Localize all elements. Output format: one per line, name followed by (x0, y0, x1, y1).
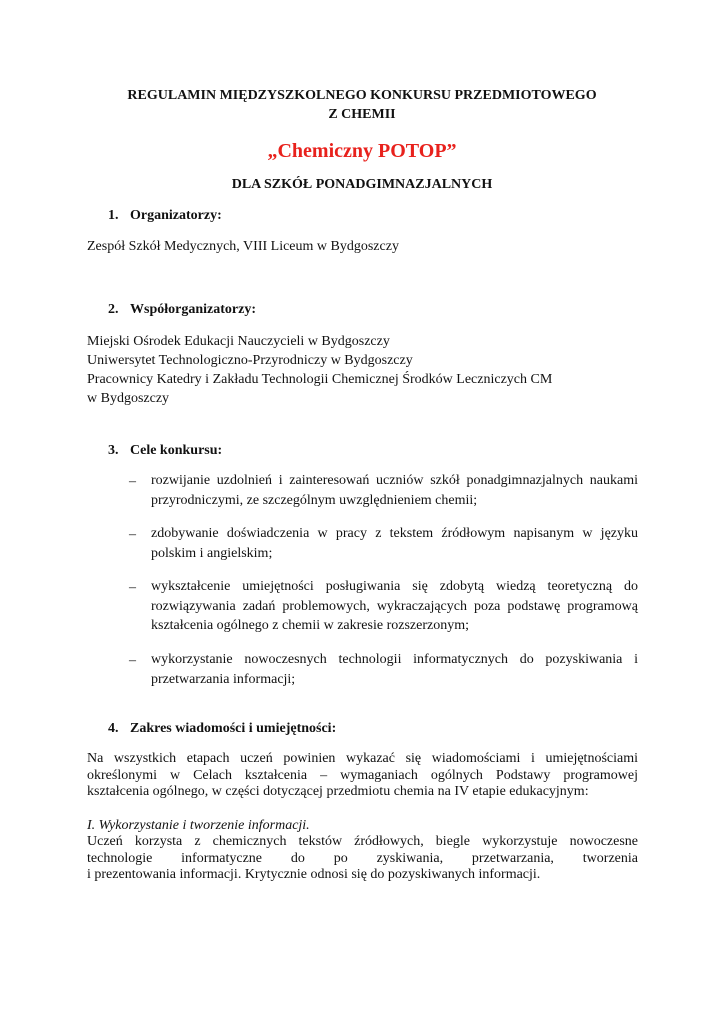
section-title: Organizatorzy: (130, 208, 222, 223)
organizer-line: Zespół Szkół Medycznych, VIII Liceum w Bydgoszczy (87, 239, 399, 254)
document-title-line-1: REGULAMIN MIĘDZYSZKOLNEGO KONKURSU PRZEDMIOTOWEGO (127, 88, 597, 103)
subsection-heading: I. Wykorzystanie i tworzenie informacji. (87, 818, 310, 833)
bullet-dash-icon: – (129, 580, 136, 595)
section-title: Cele konkursu: (130, 443, 223, 458)
coorganizer-line: Miejski Ośrodek Edukacji Nauczycieli w Bydgoszczy (87, 334, 390, 349)
coorganizer-line: Uniwersytet Technologiczno-Przyrodniczy w Bydgoszczy (87, 353, 413, 368)
paragraph-line: i prezentowania informacji. Krytycznie odnosi się do pozyskiwanych informacji. (87, 867, 541, 882)
document-title-line-2: Z CHEMII (328, 107, 396, 122)
coorganizer-line: Pracownicy Katedry i Zakładu Technologii Chemicznej Środków Leczniczych CM (87, 372, 553, 387)
goal-item: wykształcenie umiejętności posługiwania się zdobytą wiedzą teoretyczną do rozwiązywania zadań problemowych, wykraczających poza podstawę programową kształcenia ogólnego z chemii w zakresie rozszerzonym; (151, 579, 638, 633)
bullet-dash-icon: – (129, 527, 136, 542)
goal-item: zdobywanie doświadczenia w pracy z tekstem źródłowym napisanym w języku polskim i angielskim; (151, 526, 638, 561)
bullet-dash-icon: – (129, 474, 136, 489)
audience-heading: DLA SZKÓŁ PONADGIMNAZJALNYCH (231, 177, 493, 192)
subsection-paragraph (87, 834, 638, 884)
goal-item: wykorzystanie nowoczesnych technologii informatycznych do pozyskiwania i przetwarzania informacji; (151, 652, 638, 687)
contest-name: „Chemiczny POTOP” (267, 140, 457, 162)
paragraph-line: technologie informatyczne do po zyskiwania, przetwarzania, tworzenia (87, 850, 638, 866)
goal-item: rozwijanie uzdolnień i zainteresowań uczniów szkół ponadgimnazjalnych naukami przyrodniczymi, ze szczególnym uwzględnieniem chemii; (151, 473, 638, 508)
paragraph-line: Uczeń korzysta z chemicznych tekstów źródłowych, biegle wykorzystuje nowoczesne (87, 834, 638, 849)
paragraph-line: kształcenia ogólnego, w części dotyczącej przedmiotu chemia na IV etapie edukacyjnym: (87, 784, 589, 799)
section-number: 4. (108, 721, 119, 736)
scope-paragraph (87, 751, 638, 801)
section-heading-goals (108, 442, 222, 459)
section-title: Zakres wiadomości i umiejętności: (130, 721, 337, 736)
section-title: Współorganizatorzy: (130, 302, 256, 317)
section-heading-organizers (108, 207, 222, 224)
section-number: 1. (108, 208, 119, 223)
section-number: 3. (108, 443, 119, 458)
section-number: 2. (108, 302, 119, 317)
paragraph-line: określonymi w Celach kształcenia – wymaganiach ogólnych Podstawy programowej (87, 767, 638, 783)
section-heading-coorganizers (108, 301, 256, 318)
paragraph-line: Na wszystkich etapach uczeń powinien wykazać się wiadomościami i umiejętnościami (87, 751, 638, 766)
section-heading-scope (108, 720, 336, 737)
bullet-dash-icon: – (129, 653, 136, 668)
coorganizer-line: w Bydgoszczy (87, 391, 170, 406)
